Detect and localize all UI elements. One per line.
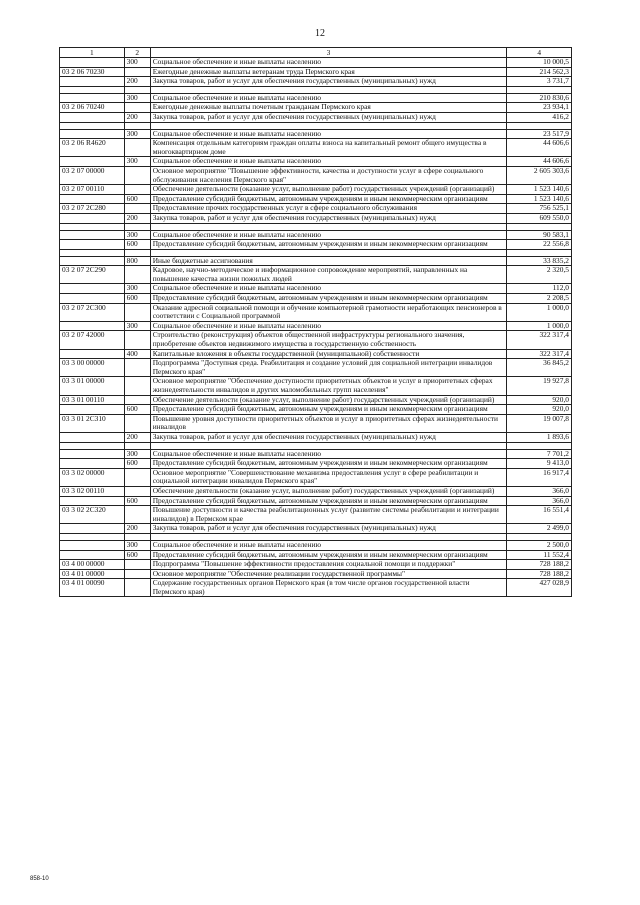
cell-expense-type: 200 (124, 77, 150, 87)
cell-code (60, 284, 125, 294)
table-row (60, 284, 572, 294)
cell-expense-type (124, 414, 150, 432)
table-row (60, 103, 572, 113)
spacer-row (60, 223, 572, 230)
cell-sum: 214 562,3 (507, 67, 572, 77)
cell-expense-type: 800 (124, 256, 150, 266)
table-row (60, 569, 572, 579)
spacer-row (60, 442, 572, 449)
cell-name: Обеспечение деятельности (оказание услуг, выполнение работ) государственных учреждений (организаций) (150, 395, 507, 405)
cell-expense-type: 600 (124, 294, 150, 304)
cell-expense-type (124, 266, 150, 284)
table-row (60, 185, 572, 195)
cell-sum: 1 523 140,6 (507, 194, 572, 204)
table-row (60, 166, 572, 184)
spacer-row (60, 86, 572, 93)
cell-expense-type (124, 139, 150, 157)
cell-name: Подпрограмма "Повышение эффективности предоставления социальной помощи и поддержки" (150, 560, 507, 570)
cell-sum: 322 317,4 (507, 349, 572, 359)
cell-expense-type: 600 (124, 240, 150, 250)
cell-name: Социальное обеспечение и иные выплаты населению (150, 58, 507, 68)
table-row (60, 496, 572, 506)
table-row (60, 58, 572, 68)
cell-expense-type: 600 (124, 194, 150, 204)
spacer-cell (60, 122, 125, 129)
cell-code (60, 294, 125, 304)
cell-name: Предоставление субсидий бюджетным, автономным учреждениям и иным некоммерческим организациям (150, 294, 507, 304)
cell-sum: 2 320,5 (507, 266, 572, 284)
cell-sum: 23 934,1 (507, 103, 572, 113)
cell-code: 03 2 07 42000 (60, 331, 125, 349)
cell-code: 03 3 01 00000 (60, 377, 125, 395)
spacer-cell (124, 122, 150, 129)
spacer-cell (60, 223, 125, 230)
cell-sum: 1 000,0 (507, 303, 572, 321)
cell-sum: 3 731,7 (507, 77, 572, 87)
cell-name: Повышение уровня доступности приоритетных объектов и услуг в приоритетных сферах жизнедеятельности инвалидов (150, 414, 507, 432)
cell-name: Предоставление субсидий бюджетным, автономным учреждениям и иным некоммерческим организациям (150, 550, 507, 560)
cell-sum: 11 552,4 (507, 550, 572, 560)
cell-name: Социальное обеспечение и иные выплаты населению (150, 540, 507, 550)
cell-name: Социальное обеспечение и иные выплаты населению (150, 157, 507, 167)
table-row (60, 524, 572, 534)
cell-code: 03 2 06 70240 (60, 103, 125, 113)
cell-expense-type: 300 (124, 321, 150, 331)
cell-sum: 16 917,4 (507, 468, 572, 486)
table-row (60, 294, 572, 304)
spacer-cell (150, 86, 507, 93)
cell-expense-type (124, 468, 150, 486)
cell-code: 03 4 01 00000 (60, 569, 125, 579)
cell-sum: 19 007,8 (507, 414, 572, 432)
table-row (60, 240, 572, 250)
cell-sum: 1 893,6 (507, 432, 572, 442)
cell-code: 03 2 07 2С290 (60, 266, 125, 284)
cell-expense-type: 300 (124, 157, 150, 167)
spacer-cell (150, 223, 507, 230)
spacer-cell (124, 223, 150, 230)
cell-name: Предоставление субсидий бюджетным, автономным учреждениям и иным некоммерческим организациям (150, 496, 507, 506)
cell-code (60, 524, 125, 534)
cell-code (60, 93, 125, 103)
cell-code (60, 256, 125, 266)
spacer-row (60, 122, 572, 129)
header-row (60, 48, 572, 58)
cell-expense-type: 300 (124, 58, 150, 68)
cell-name: Предоставление субсидий бюджетным, автономным учреждениям и иным некоммерческим организациям (150, 194, 507, 204)
column-header-type: 2 (124, 48, 150, 58)
cell-expense-type: 600 (124, 459, 150, 469)
cell-name: Подпрограмма "Доступная среда. Реабилитация и создание условий для социальной интеграции инвалидов Пермского края" (150, 359, 507, 377)
table-row (60, 449, 572, 459)
cell-sum: 44 606,6 (507, 139, 572, 157)
column-header-sum: 4 (507, 48, 572, 58)
table-row (60, 213, 572, 223)
cell-code: 03 2 07 00000 (60, 166, 125, 184)
cell-name: Социальное обеспечение и иные выплаты населению (150, 321, 507, 331)
cell-expense-type: 300 (124, 230, 150, 240)
spacer-cell (507, 442, 572, 449)
cell-name: Закупка товаров, работ и услуг для обеспечения государственных (муниципальных) нужд (150, 213, 507, 223)
cell-sum: 33 835,2 (507, 256, 572, 266)
cell-name: Компенсация отдельным категориям граждан оплаты взноса на капитальный ремонт общего имущества в многоквартирном доме (150, 139, 507, 157)
cell-expense-type (124, 103, 150, 113)
table-row (60, 405, 572, 415)
cell-expense-type (124, 185, 150, 195)
cell-code (60, 459, 125, 469)
cell-name: Предоставление субсидий бюджетным, автономным учреждениям и иным некоммерческим организациям (150, 459, 507, 469)
cell-sum: 10 000,5 (507, 58, 572, 68)
cell-name: Основное мероприятие "Обеспечение реализации государственной программы" (150, 569, 507, 579)
table-row (60, 67, 572, 77)
cell-code (60, 550, 125, 560)
cell-code (60, 213, 125, 223)
table-row (60, 194, 572, 204)
cell-expense-type: 600 (124, 405, 150, 415)
spacer-cell (124, 86, 150, 93)
cell-code: 03 3 02 2С320 (60, 506, 125, 524)
cell-expense-type: 300 (124, 93, 150, 103)
cell-expense-type: 200 (124, 213, 150, 223)
cell-sum: 728 188,2 (507, 569, 572, 579)
cell-expense-type (124, 377, 150, 395)
cell-name: Ежегодные денежные выплаты почетным гражданам Пермского края (150, 103, 507, 113)
cell-expense-type: 300 (124, 540, 150, 550)
table-row (60, 266, 572, 284)
cell-code (60, 230, 125, 240)
cell-sum: 2 499,0 (507, 524, 572, 534)
table-row (60, 331, 572, 349)
table-row (60, 303, 572, 321)
spacer-row (60, 249, 572, 256)
cell-sum: 322 317,4 (507, 331, 572, 349)
spacer-cell (507, 249, 572, 256)
cell-name: Закупка товаров, работ и услуг для обеспечения государственных (муниципальных) нужд (150, 77, 507, 87)
cell-name: Обеспечение деятельности (оказание услуг, выполнение работ) государственных учреждений (организаций) (150, 486, 507, 496)
cell-expense-type: 200 (124, 432, 150, 442)
cell-code: 03 4 01 00090 (60, 579, 125, 597)
cell-code (60, 157, 125, 167)
column-header-name: 3 (150, 48, 507, 58)
cell-code (60, 321, 125, 331)
cell-sum: 609 550,0 (507, 213, 572, 223)
spacer-cell (60, 249, 125, 256)
table-row (60, 139, 572, 157)
spacer-cell (124, 442, 150, 449)
table-row (60, 506, 572, 524)
spacer-cell (150, 533, 507, 540)
spacer-cell (124, 249, 150, 256)
cell-sum: 2 605 303,6 (507, 166, 572, 184)
cell-name: Повышение доступности и качества реабилитационных услуг (развитие системы реабилитации и интеграции инвалидов) в Пермском крае (150, 506, 507, 524)
cell-name: Предоставление субсидий бюджетным, автономным учреждениям и иным некоммерческим организациям (150, 240, 507, 250)
cell-code (60, 77, 125, 87)
cell-code (60, 58, 125, 68)
table-row (60, 204, 572, 214)
cell-name: Основное мероприятие "Повышение эффективности, качества и доступности услуг в сфере социального обслуживания населения Пермского края" (150, 166, 507, 184)
table-row (60, 560, 572, 570)
spacer-cell (60, 86, 125, 93)
cell-name: Обеспечение деятельности (оказание услуг, выполнение работ) государственных учреждений (организаций) (150, 185, 507, 195)
cell-code (60, 405, 125, 415)
cell-sum: 36 845,2 (507, 359, 572, 377)
cell-name: Социальное обеспечение и иные выплаты населению (150, 284, 507, 294)
table-row (60, 459, 572, 469)
table-row (60, 377, 572, 395)
spacer-cell (507, 86, 572, 93)
cell-sum: 366,0 (507, 486, 572, 496)
table-row (60, 414, 572, 432)
cell-sum: 7 701,2 (507, 449, 572, 459)
cell-expense-type (124, 579, 150, 597)
spacer-cell (124, 533, 150, 540)
cell-name: Оказание адресной социальной помощи и обучение компьютерной грамотности неработающих пенсионеров в соответствии с Социальной программой (150, 303, 507, 321)
table-row (60, 157, 572, 167)
cell-sum: 23 517,9 (507, 129, 572, 139)
cell-sum: 1 523 140,6 (507, 185, 572, 195)
cell-name: Социальное обеспечение и иные выплаты населению (150, 449, 507, 459)
cell-sum: 2 500,0 (507, 540, 572, 550)
cell-code (60, 112, 125, 122)
spacer-cell (507, 122, 572, 129)
table-row (60, 129, 572, 139)
cell-code: 03 2 07 2С280 (60, 204, 125, 214)
table-row (60, 93, 572, 103)
cell-name: Основное мероприятие "Обеспечение доступности приоритетных объектов и услуг в приоритетных сферах жизнедеятельности инвалидов и других маломобильных групп населения" (150, 377, 507, 395)
cell-sum: 9 413,0 (507, 459, 572, 469)
cell-sum: 427 028,9 (507, 579, 572, 597)
cell-sum: 416,2 (507, 112, 572, 122)
cell-sum: 44 606,6 (507, 157, 572, 167)
cell-sum: 112,0 (507, 284, 572, 294)
cell-sum: 90 583,1 (507, 230, 572, 240)
spacer-cell (507, 223, 572, 230)
cell-sum: 22 556,8 (507, 240, 572, 250)
cell-name: Социальное обеспечение и иные выплаты населению (150, 93, 507, 103)
cell-sum: 210 830,6 (507, 93, 572, 103)
footer-code: 858-10 (30, 876, 49, 882)
cell-sum: 19 927,8 (507, 377, 572, 395)
cell-sum: 16 551,4 (507, 506, 572, 524)
cell-expense-type: 300 (124, 284, 150, 294)
cell-name: Иные бюджетные ассигнования (150, 256, 507, 266)
cell-expense-type: 200 (124, 112, 150, 122)
cell-name: Закупка товаров, работ и услуг для обеспечения государственных (муниципальных) нужд (150, 524, 507, 534)
cell-code (60, 240, 125, 250)
cell-sum: 728 188,2 (507, 560, 572, 570)
cell-code: 03 2 06 R4620 (60, 139, 125, 157)
table-body (60, 58, 572, 597)
table-row (60, 550, 572, 560)
cell-sum: 920,0 (507, 395, 572, 405)
cell-expense-type (124, 395, 150, 405)
cell-sum: 756 525,1 (507, 204, 572, 214)
cell-code (60, 194, 125, 204)
cell-expense-type: 300 (124, 449, 150, 459)
cell-code (60, 129, 125, 139)
cell-sum: 366,0 (507, 496, 572, 506)
table-row (60, 349, 572, 359)
cell-code: 03 3 01 00110 (60, 395, 125, 405)
cell-code (60, 432, 125, 442)
cell-expense-type (124, 166, 150, 184)
cell-expense-type (124, 204, 150, 214)
cell-expense-type (124, 303, 150, 321)
table-row (60, 395, 572, 405)
spacer-cell (60, 442, 125, 449)
table-header (60, 48, 572, 58)
cell-expense-type: 600 (124, 496, 150, 506)
cell-name: Закупка товаров, работ и услуг для обеспечения государственных (муниципальных) нужд (150, 432, 507, 442)
cell-code: 03 3 02 00110 (60, 486, 125, 496)
cell-code: 03 2 07 2С300 (60, 303, 125, 321)
cell-name: Строительство (реконструкция) объектов общественной инфраструктуры регионального значения, приобретение объектов недвижимого имущества в государственную собственность (150, 331, 507, 349)
cell-expense-type (124, 67, 150, 77)
cell-name: Ежегодные денежные выплаты ветеранам труда Пермского края (150, 67, 507, 77)
table-row (60, 359, 572, 377)
cell-name: Предоставление прочих государственных услуг в сфере социального обслуживания (150, 204, 507, 214)
table-row (60, 468, 572, 486)
column-header-code: 1 (60, 48, 125, 58)
spacer-cell (150, 122, 507, 129)
cell-name: Социальное обеспечение и иные выплаты населению (150, 230, 507, 240)
cell-name: Основное мероприятие "Совершенствование механизма предоставления услуг в сфере реабилитации и социальной интеграции инвалидов Пермского края" (150, 468, 507, 486)
cell-code: 03 4 00 00000 (60, 560, 125, 570)
table-row (60, 230, 572, 240)
table-row (60, 112, 572, 122)
table-row (60, 486, 572, 496)
budget-table (59, 47, 572, 597)
cell-code: 03 2 06 70230 (60, 67, 125, 77)
cell-name: Закупка товаров, работ и услуг для обеспечения государственных (муниципальных) нужд (150, 112, 507, 122)
cell-sum: 920,0 (507, 405, 572, 415)
table-row (60, 540, 572, 550)
cell-name: Содержание государственных органов Пермского края (в том числе органов государственной власти Пермского края) (150, 579, 507, 597)
cell-code (60, 349, 125, 359)
cell-name: Предоставление субсидий бюджетным, автономным учреждениям и иным некоммерческим организациям (150, 405, 507, 415)
spacer-cell (150, 442, 507, 449)
cell-expense-type (124, 569, 150, 579)
table-row (60, 579, 572, 597)
cell-expense-type (124, 560, 150, 570)
cell-code: 03 3 02 00000 (60, 468, 125, 486)
cell-expense-type (124, 506, 150, 524)
cell-expense-type: 600 (124, 550, 150, 560)
table-row (60, 77, 572, 87)
cell-expense-type: 200 (124, 524, 150, 534)
cell-code: 03 2 07 00110 (60, 185, 125, 195)
cell-name: Кадровое, научно-методическое и информационное сопровождение мероприятий, направленных на повышение качества жизни пожилых людей (150, 266, 507, 284)
cell-expense-type (124, 486, 150, 496)
table-row (60, 321, 572, 331)
cell-name: Капитальные вложения в объекты государственной (муниципальной) собственности (150, 349, 507, 359)
table-row (60, 432, 572, 442)
cell-sum: 2 208,5 (507, 294, 572, 304)
page-number: 12 (315, 28, 325, 39)
spacer-cell (507, 533, 572, 540)
spacer-cell (150, 249, 507, 256)
table-row (60, 256, 572, 266)
cell-code: 03 3 01 2С310 (60, 414, 125, 432)
cell-code (60, 449, 125, 459)
cell-code (60, 540, 125, 550)
cell-expense-type: 300 (124, 129, 150, 139)
cell-expense-type (124, 359, 150, 377)
spacer-cell (60, 533, 125, 540)
spacer-row (60, 533, 572, 540)
cell-code (60, 496, 125, 506)
cell-name: Социальное обеспечение и иные выплаты населению (150, 129, 507, 139)
cell-code: 03 3 00 00000 (60, 359, 125, 377)
cell-sum: 1 000,0 (507, 321, 572, 331)
cell-expense-type (124, 331, 150, 349)
cell-expense-type: 400 (124, 349, 150, 359)
